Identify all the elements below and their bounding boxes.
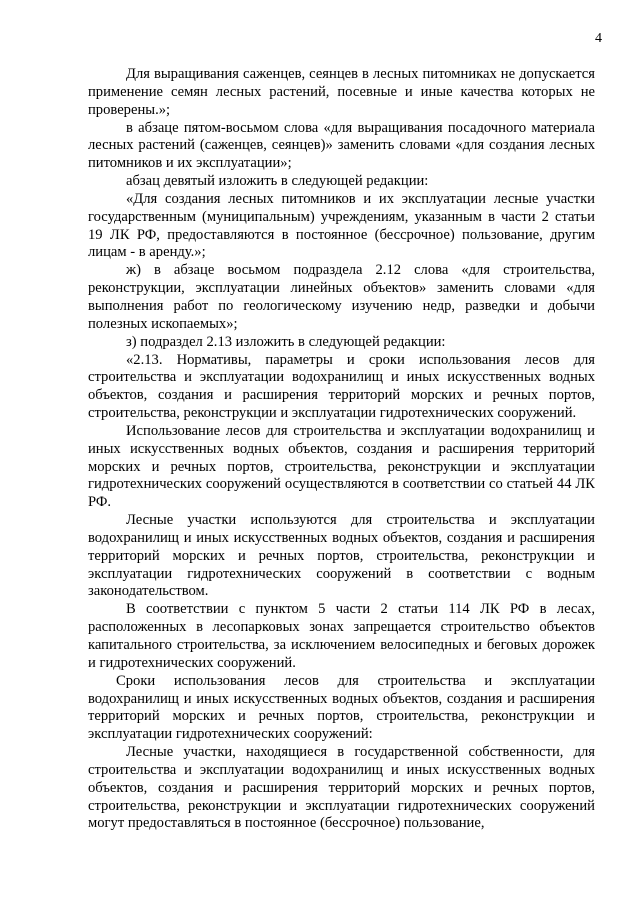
paragraph: Для выращивания саженцев, сеянцев в лесных питомниках не допускается применение семян лесных растений, посевные и иные качества которых не проверены.»; [88,66,595,118]
paragraph: В соответствии с пунктом 5 части 2 статьи 114 ЛК РФ в лесах, расположенных в лесопарковых зонах запрещается строительство объектов капитального строительства, за исключением велосипедных и беговых дорожек и гидротехнических сооружений. [88,601,595,671]
paragraph: в абзаце пятом-восьмом слова «для выращивания посадочного материала лесных растений (саженцев, сеянцев)» заменить словами «для создания лесных питомников и их эксплуатации»; [88,119,595,172]
paragraph: Использование лесов для строительства и эксплуатации водохранилищ и иных искусственных водных объектов, создания и расширения территорий морских и речных портов, строительства, реконструкции и эксплуатации гидротехнических сооружений осуществляются в соответствии со статьей 44 ЛК РФ. [88,422,595,511]
paragraph: Лесные участки, находящиеся в государственной собственности, для строительства и эксплуатации водохранилищ и иных искусственных водных объектов, создания и расширения территорий морских и речных портов, строительства, реконструкции и эксплуатации гидротехнических сооружений могут предоставляться в постоянное (бессрочное) пользование, [88,744,595,832]
paragraph: Сроки использования лесов для строительства и эксплуатации водохранилищ и иных искусственных водных объектов, создания и расширения территорий морских и речных портов, строительства, реконструкции и эксплуатации гидротехнических сооружений: [88,672,595,743]
paragraph: абзац девятый изложить в следующей редакции: [126,173,429,190]
paragraph: «2.13. Нормативы, параметры и сроки использования лесов для строительства и эксплуатации водохранилищ и иных искусственных водных объектов, создания и расширения территорий морских и речных портов, строительства, реконструкции и эксплуатации гидротехнических сооружений. [88,351,595,422]
document-body [88,66,595,833]
paragraph: ж) в абзаце восьмом подраздела 2.12 слова «для строительства, реконструкции, эксплуатации линейных объектов» заменить словами «для выполнения работ по геологическому изучению недр, разведки и добычи полезных ископаемых»; [88,262,595,332]
paragraph: з) подраздел 2.13 изложить в следующей редакции: [126,333,446,350]
paragraph: Лесные участки используются для строительства и эксплуатации водохранилищ и иных искусственных водных объектов, создания и расширения территорий морских и речных портов, строительства, реконструкции и эксплуатации гидротехнических сооружений в соответствии с водным законодательством. [88,512,595,600]
paragraph: «Для создания лесных питомников и их эксплуатации лесные участки государственным (муниципальным) учреждениям, указанным в части 2 статьи 19 ЛК РФ, предоставляются в постоянное (бессрочное) пользование, другим лицам - в аренду.»; [88,190,595,261]
page-number: 4 [595,31,602,46]
